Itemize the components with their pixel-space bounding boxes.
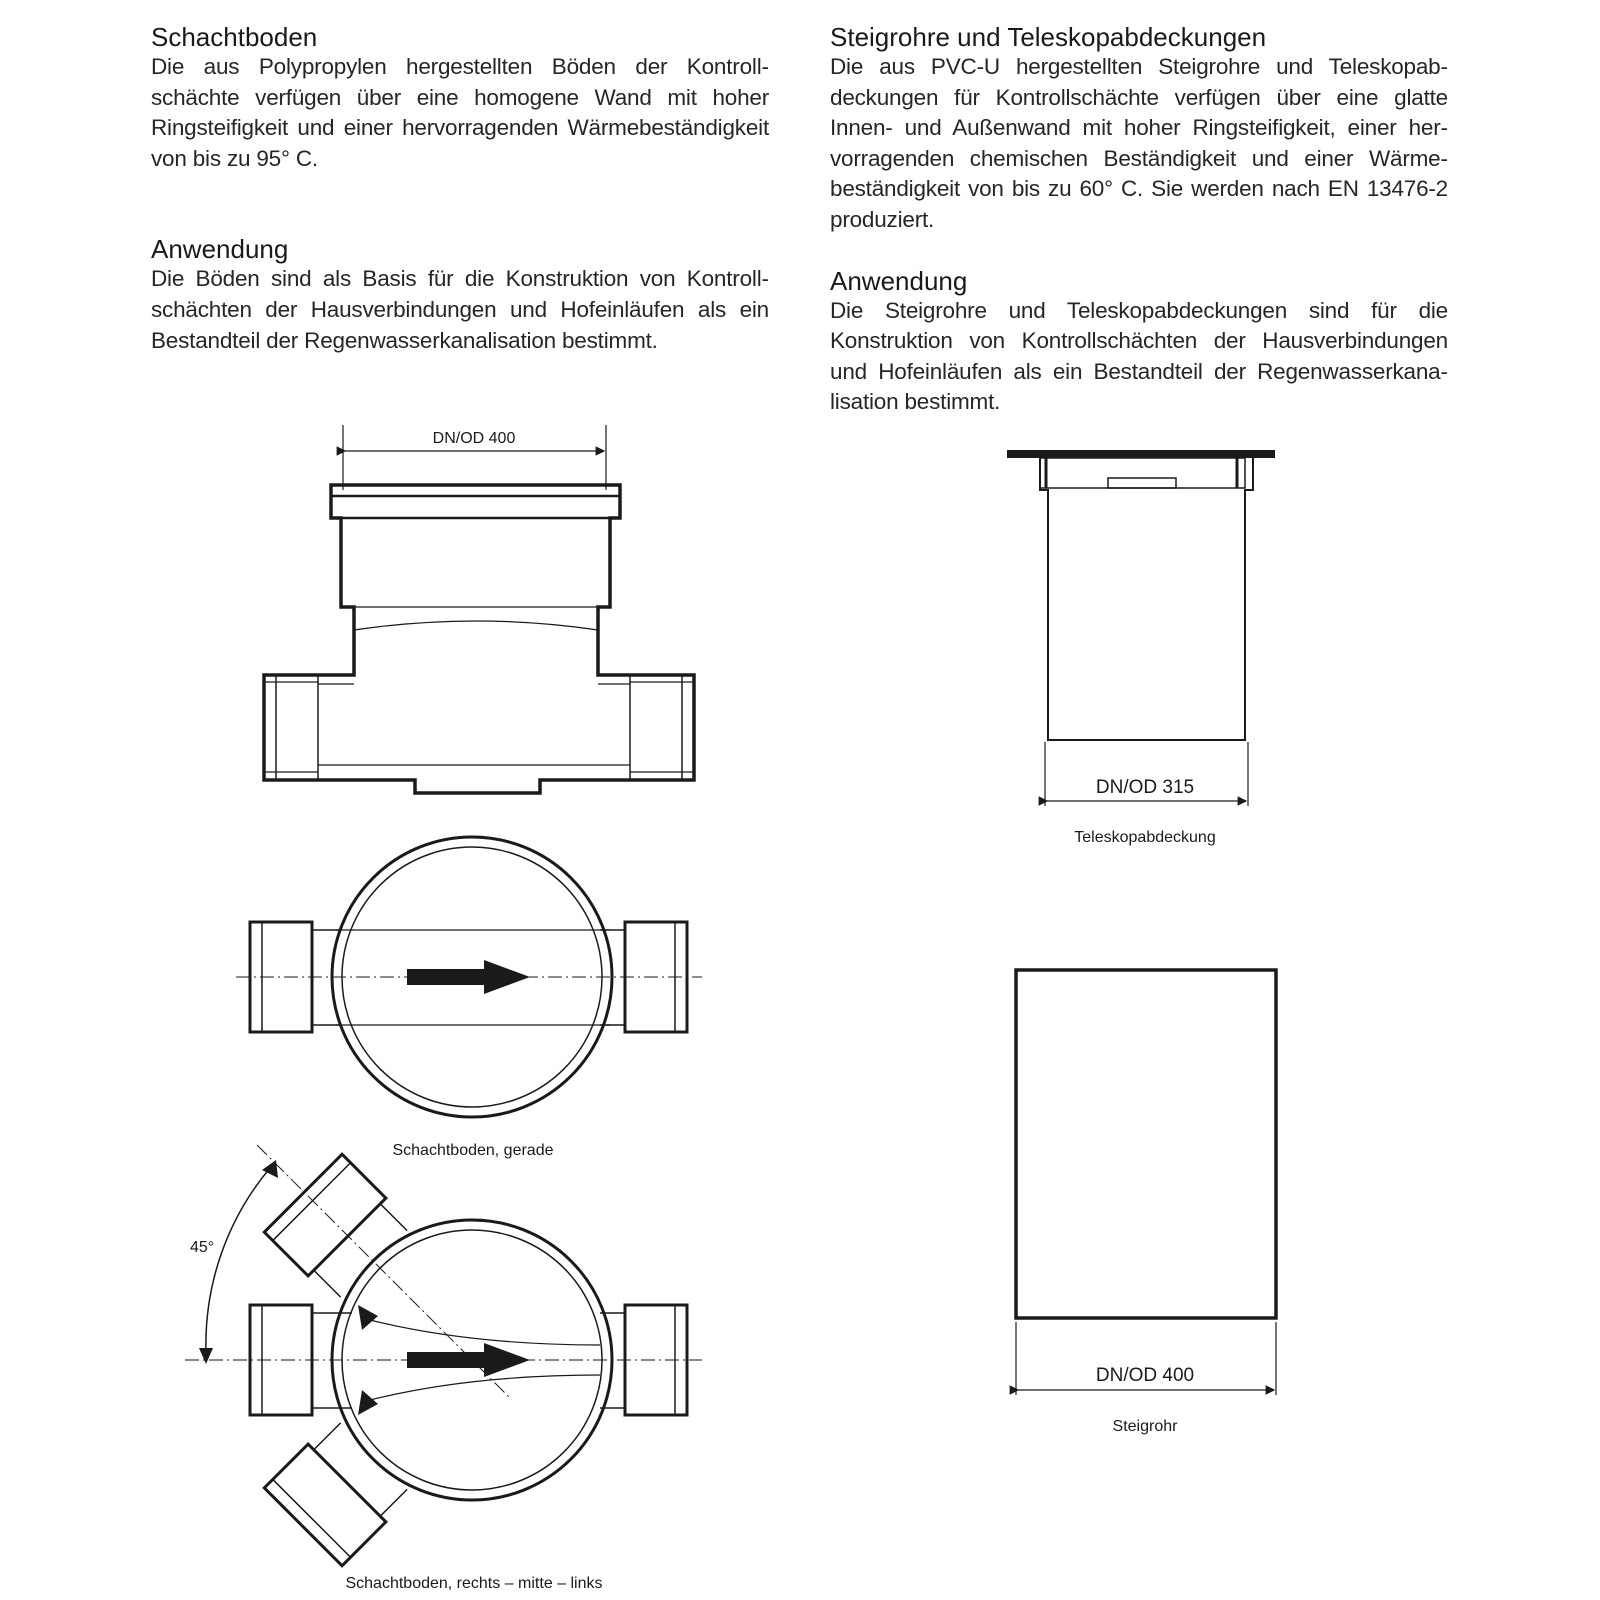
caption-multi: Schachtboden, rechts – mitte – links [345,1575,603,1592]
riser-caption: Steigrohr [1112,1418,1178,1435]
heading-steigrohre: Steigrohre und Teleskopabdeckungen [830,22,1267,52]
heading-anwendung-left: Anwendung [151,234,289,265]
side-view-shaft-base [264,425,694,793]
text-anwendung-right: Die Steigrohre und Teleskopabdeckungen sind für die Konstruktion von Kontrollschächten der Hausverbindungen und Hofeinläufen als ein Bestandteil der Regenwasserkanalisation bestimmt. [830,297,1448,415]
telescope-dimension: DN/OD 315 [1095,777,1195,798]
text-anwendung-left: Die Böden sind als Basis für die Konstruktion von Kontrollschächten der Hausverbindungen und Hofeinläufen als ein Bestandteil der Regenwasserkanalisation bestimmt. [151,266,769,353]
text-schachtboden: Die aus Polypropylen hergestellten Böden der Kontrollschächte verfügen über eine homogene Wand mit hoher Ringsteifigkeit und einer hervorragenden Wärmebeständigkeit von bis zu 95° C. [151,54,769,171]
riser-dimension: DN/OD 400 [1095,1365,1195,1386]
riser-pipe-drawing [1016,970,1276,1395]
caption-straight: Schachtboden, gerade [392,1142,554,1159]
angle-arrow-heads [199,1160,278,1364]
telescope-cover-drawing [1007,450,1275,806]
side-view-dimension: DN/OD 400 [432,430,516,447]
text-steigrohre: Die aus PVC-U hergestellten Steigrohre und Teleskopabdeckungen für Kontrollschächte verfügen über eine glatte Innen- und Außenwand mit hoher Ringsteifigkeit, einer hervorragenden chemischen Beständigkeit und einer Wärmebeständigkeit von bis zu 60° C. Sie werden nach EN 13476-2 produziert. [830,54,1448,232]
heading-schachtboden: Schachtboden [151,22,318,52]
flow-arrow-straight [407,960,530,994]
heading-anwendung-right: Anwendung [830,265,968,296]
angle-label: 45° [190,1239,215,1256]
telescope-caption: Teleskopabdeckung [1074,829,1216,846]
